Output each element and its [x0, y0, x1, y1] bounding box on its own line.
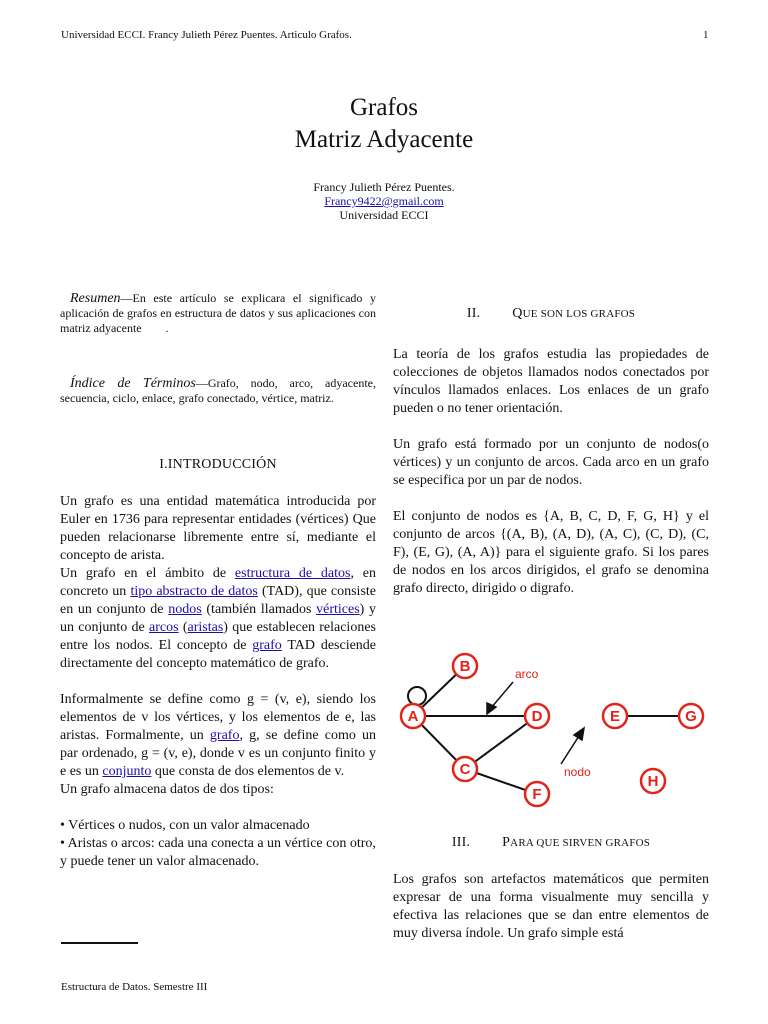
page-footer: Estructura de Datos. Semestre III [61, 981, 208, 993]
author-affiliation: Universidad ECCI [339, 208, 429, 222]
label-arco: arco [515, 667, 539, 681]
index-terms-text: —Grafo, nodo, arco, adyacente, secuencia, ciclo, enlace, grafo conectado, vértice, matriz [60, 376, 376, 405]
link-nodos[interactable]: nodos [168, 602, 202, 617]
index-terms [60, 376, 376, 406]
section1-bullet2: • Aristas o arcos: cada una conecta a un vértice con otro, y puede tener un valor almacenado. [60, 836, 376, 869]
running-header: Universidad ECCI. Francy Julieth Pérez Puentes. Articulo Grafos. [61, 29, 352, 41]
graph-node-label-b: B [459, 658, 471, 675]
abstract-text: —En este artículo se explicara el significado y aplicación de grafos en estructura de datos y sus aplicaciones con matriz adyacente [60, 291, 376, 335]
page-number: 1 [703, 29, 709, 41]
section2-paragraph2: Un grafo está formado por un conjunto de nodos(o vértices) y un conjunto de arcos. Cada arco en un grafo se especifica por un par de nodos. [393, 437, 709, 488]
paper-title-line2: Matriz Adyacente [294, 126, 474, 153]
author-email-wrap [0, 194, 768, 208]
abstract-tail: . [165, 321, 169, 335]
author-name: Francy Julieth Pérez Puentes. [313, 180, 455, 194]
link-vertices[interactable]: vértices [316, 602, 360, 617]
link-estructura-de-datos[interactable]: estructura de datos [234, 566, 351, 581]
section1-bullet1: • Vértices o nudos, con un valor almacenado [60, 818, 310, 833]
graph-node-label-e: E [609, 708, 621, 725]
section1-body [60, 493, 376, 871]
arrow-nodo-head [574, 728, 584, 740]
section2-body [393, 346, 709, 598]
graph-figure [395, 648, 735, 808]
link-arcos[interactable]: arcos [149, 620, 179, 635]
section1-paragraph2: Un grafo en el ámbito de estructura de datos, en concreto un tipo abstracto de datos (TAD), que consiste en un conjunto de nodos (también llamados vértices) y un conjunto de arcos (aristas) que establecen relaciones entre los nodos. El concepto de grafo TAD desciende directamente del concepto matemático de grafo. [60, 566, 377, 671]
section1-heading: I.INTRODUCCIÓN [159, 457, 277, 472]
paper-title-line1: Grafos [349, 94, 419, 121]
graph-node-label-g: G [685, 708, 697, 725]
graph-node-label-h: H [647, 773, 659, 790]
section2-paragraph3: El conjunto de nodos es {A, B, C, D, F, G, H} y el conjunto de arcos {(A, B), (A, D), (A, C), (C, D), (C, F), (E, G), (A, A)} para el siguiente grafo. Si los pares de nodos en los arcos dirigidos, el grafo se denomina grafo directo, dirigido o digrafo. [393, 509, 709, 596]
link-grafo-2[interactable]: grafo [209, 728, 240, 743]
label-nodo: nodo [564, 765, 591, 779]
graph-node-label-a: A [407, 708, 419, 725]
author-email-link[interactable]: Francy9422@gmail.com [324, 194, 444, 208]
index-terms-label: Índice de Términos [70, 376, 196, 391]
index-terms-tail: . [330, 391, 334, 405]
link-aristas[interactable]: aristas [187, 620, 224, 635]
abstract [60, 291, 376, 336]
self-loop-a [408, 687, 426, 705]
section3-paragraph1: Los grafos son artefactos matemáticos que permiten expresar de una forma visualmente muy sencilla y efectiva las relaciones que se dan entre elementos de muy diversa índole. Un grafo simple está [393, 872, 709, 941]
arrow-nodo [561, 736, 579, 764]
arrow-arco [491, 682, 513, 708]
edge-c-d [465, 716, 537, 769]
graph-node-label-f: F [532, 786, 542, 803]
section2-heading: II. QUE SON LOS GRAFOS [466, 306, 636, 321]
link-tipo-abstracto-de-datos[interactable]: tipo abstracto de datos [130, 584, 258, 599]
link-grafo[interactable]: grafo [252, 638, 282, 653]
section1-paragraph4: Un grafo almacena datos de dos tipos: [60, 782, 274, 797]
graph-node-label-c: C [459, 761, 471, 778]
section1-paragraph1: Un grafo es una entidad matemática introducida por Euler en 1736 para representar entidades (vértices) Que pueden relacionarse libremente entre sí, mediante el concepto de arista. [60, 494, 376, 563]
footnote-rule [61, 942, 138, 944]
section3-heading: III. PARA QUE SIRVEN GRAFOS [451, 835, 651, 850]
link-conjunto[interactable]: conjunto [102, 764, 152, 779]
abstract-label: Resumen [70, 291, 121, 306]
section3-body [393, 871, 709, 943]
section1-paragraph3: Informalmente se define como g = (v, e), siendo los elementos de v los vértices, y los elementos de e, las aristas. Formalmente, un grafo, g, se define como un par ordenado, g = (v, e), donde v es un conjunto finito y e es un conjunto que consta de dos elementos de v. [60, 692, 376, 779]
graph-node-label-d: D [531, 708, 543, 725]
section2-paragraph1: La teoría de los grafos estudia las propiedades de colecciones de objetos llamados nodos conectados por vínculos llamados enlaces. Los enlaces de un grafo pueden o no tener orientación. [393, 347, 709, 416]
